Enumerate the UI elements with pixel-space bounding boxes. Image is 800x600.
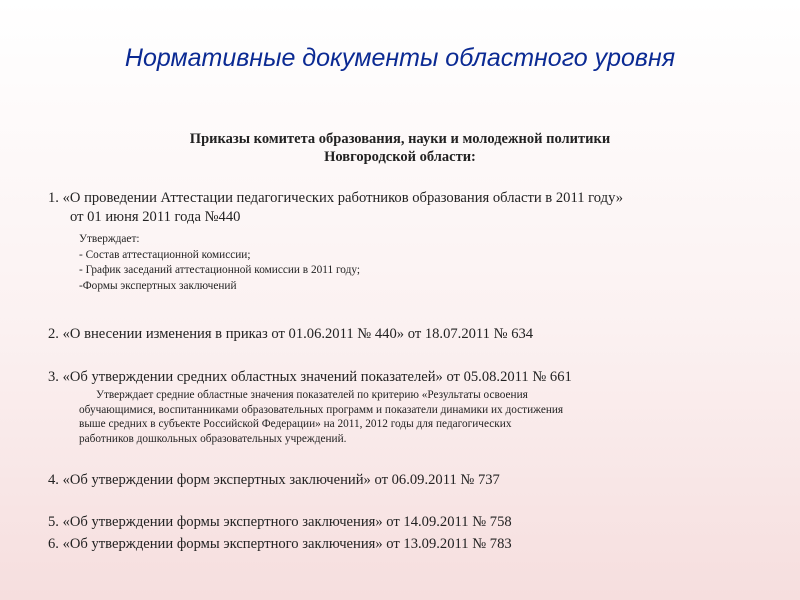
- document-item-5-line-1: 5. «Об утверждении формы экспертного заключения» от 14.09.2011 № 758: [48, 514, 512, 530]
- document-item-3-line-1: 3. «Об утверждении средних областных значений показателей» от 05.08.2011 № 661: [48, 369, 572, 385]
- document-item-6: [48, 535, 768, 554]
- subtitle: [0, 130, 800, 166]
- document-item-4-line-1: 4. «Об утверждении форм экспертных заключений» от 06.09.2011 № 737: [48, 472, 500, 488]
- subtitle-line-2: Новгородской области:: [324, 149, 476, 165]
- document-item-1-line-2: от 01 июня 2011 года №440: [70, 209, 241, 225]
- document-item-3-note: [79, 388, 769, 446]
- note-line: работников дошкольных образовательных учреждений.: [79, 432, 347, 445]
- document-item-5: [48, 513, 768, 532]
- note-line: обучающимися, воспитанниками образовательных программ и показатели динамики их достижения: [79, 403, 564, 416]
- note-line: -Формы экспертных заключений: [79, 279, 237, 292]
- document-item-1-note: [79, 232, 759, 294]
- document-item-4: [48, 471, 768, 490]
- note-line: - Состав аттестационной комиссии;: [79, 248, 251, 261]
- document-item-2-line-1: 2. «О внесении изменения в приказ от 01.06.2011 № 440» от 18.07.2011 № 634: [48, 326, 534, 342]
- subtitle-line-1: Приказы комитета образования, науки и молодежной политики: [189, 131, 611, 147]
- document-item-1-line-1: 1. «О проведении Аттестации педагогических работников образования области в 2011 году»: [48, 190, 624, 206]
- note-line: выше средних в субъекте Российской Федерации» на 2011, 2012 годы для педагогических: [79, 418, 512, 430]
- document-item-6-line-1: 6. «Об утверждении формы экспертного заключения» от 13.09.2011 № 783: [48, 536, 512, 552]
- note-line: - График заседаний аттестационной комиссии в 2011 году;: [79, 264, 361, 276]
- document-item-1: [48, 189, 768, 227]
- note-line: Утверждает средние областные значения показателей по критерию «Результаты освоения: [79, 389, 528, 401]
- document-item-2: [48, 325, 768, 344]
- note-line: Утверждает:: [79, 233, 140, 245]
- document-item-3: [48, 368, 768, 387]
- slide-title: Нормативные документы областного уровня: [124, 44, 676, 72]
